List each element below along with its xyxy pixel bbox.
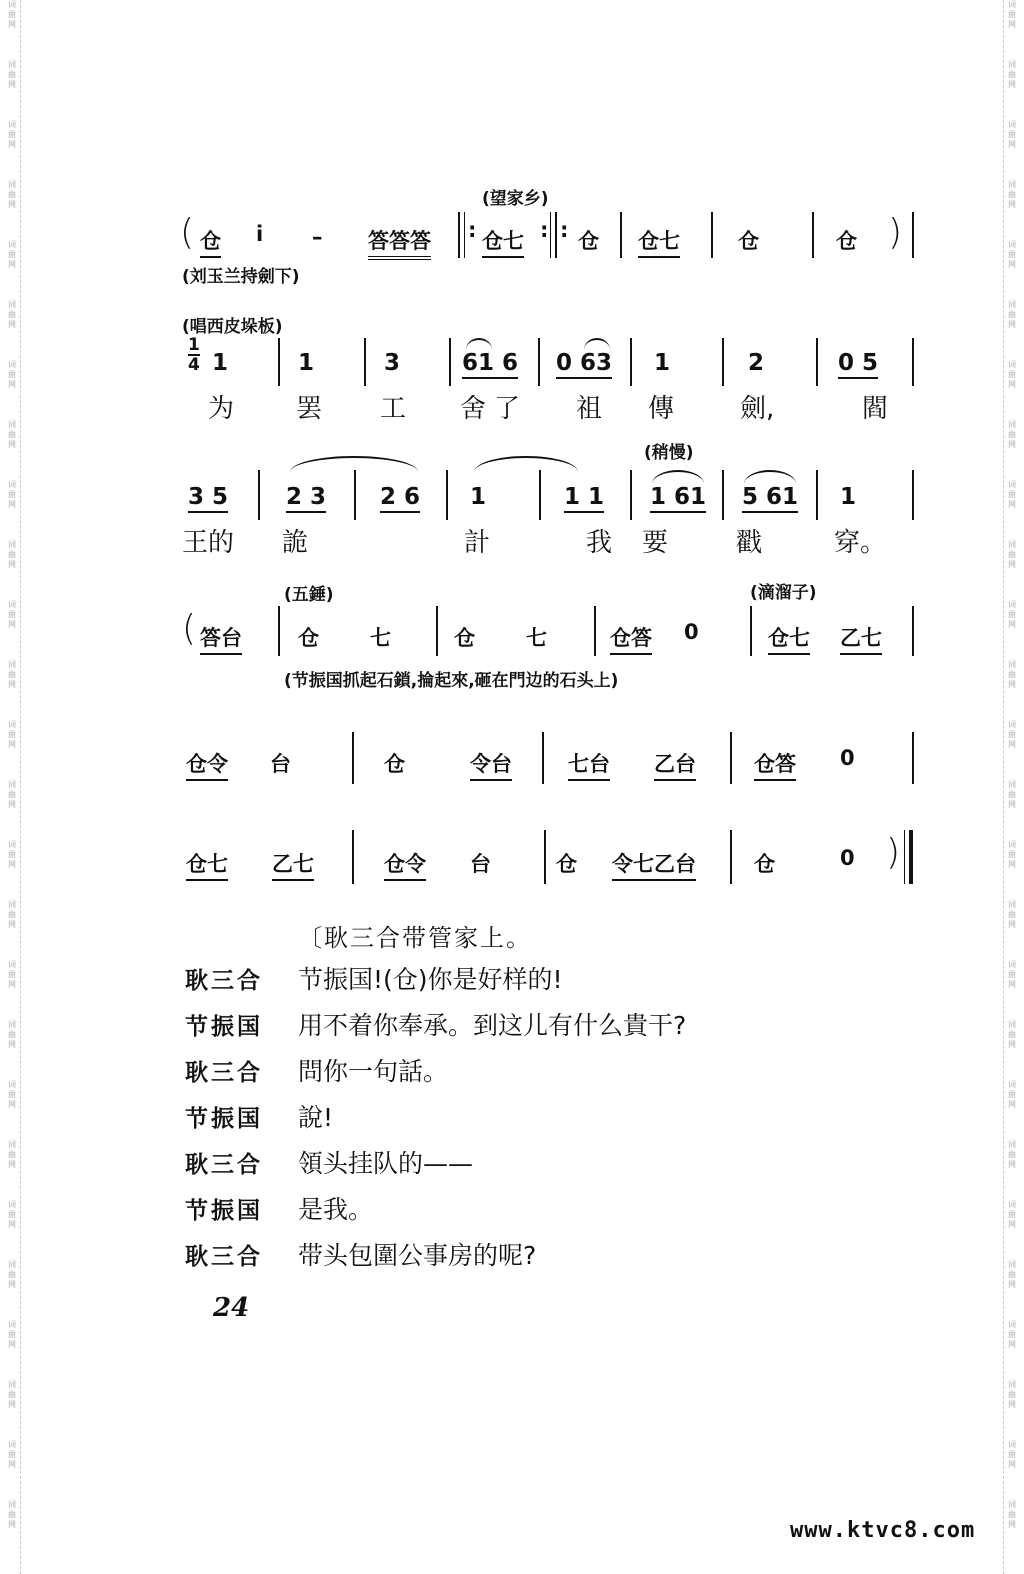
- row3-note-1: 3 5: [188, 484, 228, 513]
- row2-lyric-6: 祖: [576, 394, 603, 424]
- row2-bar-1: [278, 338, 280, 386]
- row4-beat-3: 七: [370, 626, 391, 650]
- side-watermark-text: 词 曲 网: [1008, 1320, 1016, 1349]
- row4-bar-end: [912, 606, 914, 656]
- row2-note-5: 0 63: [556, 350, 612, 379]
- row2-lyric-4: 舍: [460, 394, 487, 424]
- row3-note-6: 1 61: [650, 484, 706, 513]
- side-watermark-text: 词 曲 网: [8, 180, 16, 209]
- dialogue-speaker-2: 节振国: [185, 1014, 263, 1040]
- side-watermark-text: 词 曲 网: [8, 900, 16, 929]
- side-watermark-text: 词 曲 网: [1008, 120, 1016, 149]
- row6-close-paren: ): [886, 832, 901, 873]
- row3-bar-1: [258, 470, 260, 520]
- row5-beat-4: 令台: [470, 748, 512, 781]
- row3-lyric-3: 計: [464, 528, 491, 558]
- side-watermark-text: 词 曲 网: [1008, 660, 1016, 689]
- row3-bar-2: [354, 470, 356, 520]
- side-watermark-text: 词 曲 网: [8, 1320, 16, 1349]
- side-watermark-text: 词 曲 网: [8, 1020, 16, 1049]
- row4-bar-3: [594, 606, 596, 656]
- dialogue-speaker-4: 节振国: [185, 1106, 263, 1132]
- row4-annotation-right: (滴溜子): [750, 583, 817, 603]
- row2-bar-7: [816, 338, 818, 386]
- row5-beat-6: 乙台: [654, 748, 696, 781]
- row1-repeat-start-thick: [458, 212, 460, 258]
- row3-note-3: 2 6: [380, 484, 420, 513]
- side-watermark-text: 词 曲 网: [1008, 1200, 1016, 1229]
- row6-beat-3: 仓令: [384, 848, 426, 881]
- side-watermark-text: 词 曲 网: [1008, 840, 1016, 869]
- side-watermark-text: 词 曲 网: [1008, 480, 1016, 509]
- row2-slur-1: [466, 338, 492, 350]
- dialogue-line-1: 节振国!(仓)你是好样的!: [298, 965, 563, 994]
- side-watermark-text: 词 曲 网: [8, 480, 16, 509]
- row3-lyric-1: 王的: [182, 528, 235, 558]
- row3-note-4: 1: [470, 484, 487, 510]
- side-watermark-text: 词 曲 网: [1008, 180, 1016, 209]
- row4-open-paren: (: [182, 608, 197, 649]
- row1-close-paren: ): [888, 212, 903, 253]
- dialogue-line-6: 是我。: [298, 1195, 374, 1224]
- side-watermark-text: 词 曲 网: [1008, 1380, 1016, 1409]
- side-watermark-text: 词 曲 网: [1008, 1140, 1016, 1169]
- time-signature-top: 1: [188, 335, 200, 355]
- row1-repeat-dots-a: :: [468, 218, 477, 242]
- row3-lyric-2: 詭: [282, 528, 309, 558]
- row3-lyric-7: 穿。: [834, 528, 887, 558]
- side-watermark-text: 词 曲 网: [1008, 1020, 1016, 1049]
- side-watermark-text: 词 曲 网: [1008, 540, 1016, 569]
- side-watermark-text: 词 曲 网: [1008, 900, 1016, 929]
- side-watermark-text: 词 曲 网: [1008, 420, 1016, 449]
- side-watermark-text: 词 曲 网: [1008, 0, 1016, 29]
- row1-beat-8: 仓: [738, 229, 759, 253]
- side-watermark-text: 词 曲 网: [1008, 360, 1016, 389]
- row3-note-8: 1: [840, 484, 857, 510]
- row1-repeat-end-thick: [555, 212, 557, 258]
- side-watermark-text: 词 曲 网: [1008, 300, 1016, 329]
- row2-lyric-2: 罢: [296, 394, 323, 424]
- row3-lyric-4: 我: [586, 528, 613, 558]
- row1-beat-6: 仓: [578, 229, 599, 253]
- side-watermark-text: 词 曲 网: [8, 780, 16, 809]
- row2-bar-4: [538, 338, 540, 386]
- side-watermark-text: 词 曲 网: [8, 1140, 16, 1169]
- row2-lyric-1: 为: [208, 394, 235, 424]
- row5-bar-2: [542, 732, 544, 784]
- row4-annotation-left: (五錘): [284, 585, 334, 605]
- row4-beat-1: 答台: [200, 622, 242, 655]
- site-watermark: www.ktvc8.com: [790, 1518, 976, 1543]
- row6-final-bar-thin: [904, 830, 905, 884]
- row4-beat-7: 0: [684, 620, 699, 644]
- row5-bar-3: [730, 732, 732, 784]
- dialogue-speaker-1: 耿三合: [185, 968, 263, 994]
- dialogue-line-4: 說!: [298, 1103, 334, 1132]
- dialogue-speaker-3: 耿三合: [185, 1060, 263, 1086]
- row1-beat-5: 仓七: [482, 225, 524, 258]
- side-watermark-text: 词 曲 网: [8, 720, 16, 749]
- side-watermark-text: 词 曲 网: [8, 1440, 16, 1469]
- row4-bar-4: [750, 606, 752, 656]
- row3-lyric-6: 戳: [736, 528, 763, 558]
- side-watermark-text: 词 曲 网: [8, 1200, 16, 1229]
- row6-beat-5: 仓: [556, 852, 577, 876]
- row6-beat-7: 仓: [754, 852, 775, 876]
- row5-beat-1: 仓令: [186, 748, 228, 781]
- side-watermark-text: 词 曲 网: [8, 1080, 16, 1109]
- row3-slur-3: [652, 470, 704, 484]
- row1-bar-3: [812, 212, 814, 258]
- row2-bar-end: [912, 338, 914, 386]
- stage-direction-entrance: 〔耿三合带管家上。: [298, 924, 532, 952]
- row3-note-5: 1 1: [564, 484, 604, 513]
- row6-beat-8: 0: [840, 846, 855, 870]
- row2-bar-5: [630, 338, 632, 386]
- row3-bar-6: [722, 470, 724, 520]
- row3-note-2: 2 3: [286, 484, 326, 513]
- row3-bar-3: [446, 470, 448, 520]
- side-watermark-text: 词 曲 网: [1008, 1080, 1016, 1109]
- row5-beat-8: 0: [840, 746, 855, 770]
- row2-note-3: 3: [384, 350, 401, 376]
- row6-final-bar-thick: [909, 830, 913, 884]
- row4-beat-6: 仓答: [610, 622, 652, 655]
- row2-note-8: 0 5: [838, 350, 878, 379]
- row2-note-7: 2: [748, 350, 765, 376]
- row2-lyric-5: 了: [494, 394, 521, 424]
- time-signature: [188, 336, 200, 374]
- row2-note-1: 1: [212, 350, 229, 376]
- row5-bar-1: [352, 732, 354, 784]
- row4-beat-2: 仓: [298, 626, 319, 650]
- row1-open-paren: (: [180, 212, 195, 253]
- row3-slur-4: [744, 470, 796, 484]
- side-watermark-text: 词 曲 网: [1008, 600, 1016, 629]
- row3-bar-4: [539, 470, 541, 520]
- side-watermark-text: 词 曲 网: [1008, 1500, 1016, 1529]
- side-watermark-text: 词 曲 网: [8, 420, 16, 449]
- row6-beat-4: 台: [470, 852, 491, 876]
- row2-lyric-3: 工: [380, 394, 407, 424]
- row3-annotation: (稍慢): [644, 443, 694, 463]
- side-watermark-text: 词 曲 网: [8, 840, 16, 869]
- row4-bar-1: [278, 606, 280, 656]
- row6-beat-1: 仓七: [186, 848, 228, 881]
- row3-lyric-5: 要: [642, 528, 669, 558]
- side-watermark-text: 词 曲 网: [1008, 960, 1016, 989]
- side-watermark-text: 词 曲 网: [1008, 1260, 1016, 1289]
- dialogue-speaker-5: 耿三合: [185, 1152, 263, 1178]
- row2-note-4: 61 6: [462, 350, 518, 379]
- side-watermark-text: 词 曲 网: [1008, 240, 1016, 269]
- side-watermark-text: 词 曲 网: [1008, 60, 1016, 89]
- side-watermark-text: 词 曲 网: [8, 1500, 16, 1529]
- side-watermark-text: 词 曲 网: [8, 300, 16, 329]
- row4-beat-5: 七: [526, 626, 547, 650]
- row6-bar-3: [730, 830, 732, 884]
- row4-bar-2: [436, 606, 438, 656]
- side-watermark-text: 词 曲 网: [8, 1380, 16, 1409]
- dialogue-line-7: 带头包圍公事房的呢?: [298, 1241, 537, 1270]
- row1-repeat-dots-b: :: [540, 218, 549, 242]
- side-watermark-text: 词 曲 网: [8, 120, 16, 149]
- row5-beat-2: 台: [270, 752, 291, 776]
- row2-note-6: 1: [654, 350, 671, 376]
- row1-bar-end: [912, 212, 914, 258]
- dialogue-line-5: 領头挂队的——: [298, 1149, 474, 1178]
- row1-beat-7: 仓七: [638, 225, 680, 258]
- row4-stage-direction: (节振国抓起石鎖,掄起來,砸在門边的石头上): [284, 671, 619, 691]
- row1-repeat-end-thin: [550, 212, 551, 258]
- side-watermark-text: 词 曲 网: [8, 0, 16, 29]
- row2-slur-2: [584, 338, 610, 350]
- row1-bar-1: [620, 212, 622, 258]
- dialogue-line-3: 問你一句話。: [298, 1057, 449, 1086]
- side-watermark-text: 词 曲 网: [8, 1260, 16, 1289]
- row2-bar-2: [364, 338, 366, 386]
- time-signature-bottom: 4: [188, 355, 200, 375]
- side-watermark-text: 词 曲 网: [8, 360, 16, 389]
- page-number: 24: [213, 1293, 250, 1323]
- row1-beat-9: 仓: [836, 229, 857, 253]
- row1-bar-2: [711, 212, 713, 258]
- row2-bar-6: [722, 338, 724, 386]
- row1-beat-4: 答答答: [368, 225, 431, 260]
- dialogue-line-2: 用不着你奉承。到这儿有什么貴干?: [298, 1011, 687, 1040]
- side-watermark-text: 词 曲 网: [8, 60, 16, 89]
- row5-bar-end: [912, 732, 914, 784]
- row5-beat-3: 仓: [384, 752, 405, 776]
- row4-beat-9: 乙七: [840, 622, 882, 655]
- row6-beat-2: 乙七: [272, 848, 314, 881]
- row3-note-7: 5 61: [742, 484, 798, 513]
- side-watermark-text: 词 曲 网: [8, 540, 16, 569]
- dialogue-speaker-7: 耿三合: [185, 1244, 263, 1270]
- row3-bar-5: [630, 470, 632, 520]
- row6-bar-2: [544, 830, 546, 884]
- row4-beat-4: 仓: [454, 626, 475, 650]
- row2-bar-3: [449, 338, 451, 386]
- row1-beat-2: i: [256, 222, 264, 246]
- row1-stage-direction: (刘玉兰持劍下): [182, 267, 300, 287]
- side-watermark-text: 词 曲 网: [8, 660, 16, 689]
- row4-beat-8: 仓七: [768, 622, 810, 655]
- row3-bar-end: [912, 470, 914, 520]
- side-watermark-text: 词 曲 网: [1008, 720, 1016, 749]
- row1-repeat-start-thin: [464, 212, 465, 258]
- side-watermark-text: 词 曲 网: [8, 960, 16, 989]
- row5-beat-7: 仓答: [754, 748, 796, 781]
- row2-lyric-7: 傳: [648, 394, 675, 424]
- row1-repeat-dots-c: :: [560, 218, 569, 242]
- row3-slur-2: [474, 456, 578, 472]
- side-watermark-text: 词 曲 网: [1008, 780, 1016, 809]
- row6-beat-6: 令七乙台: [612, 848, 696, 881]
- row2-tempo-marking: (唱西皮垛板): [182, 317, 283, 337]
- row5-beat-5: 七台: [568, 748, 610, 781]
- row1-beat-1: 仓: [200, 225, 221, 258]
- row2-note-2: 1: [298, 350, 315, 376]
- row1-beat-3: –: [312, 225, 323, 249]
- row2-lyric-8: 劍,: [740, 394, 775, 424]
- row2-lyric-9: 閻: [862, 394, 889, 424]
- side-watermark-text: 词 曲 网: [8, 600, 16, 629]
- side-watermark-text: 词 曲 网: [1008, 1440, 1016, 1469]
- dialogue-speaker-6: 节振国: [185, 1198, 263, 1224]
- row3-bar-7: [816, 470, 818, 520]
- row1-annotation: (望家乡): [482, 189, 549, 209]
- row6-bar-1: [352, 830, 354, 884]
- side-watermark-text: 词 曲 网: [8, 240, 16, 269]
